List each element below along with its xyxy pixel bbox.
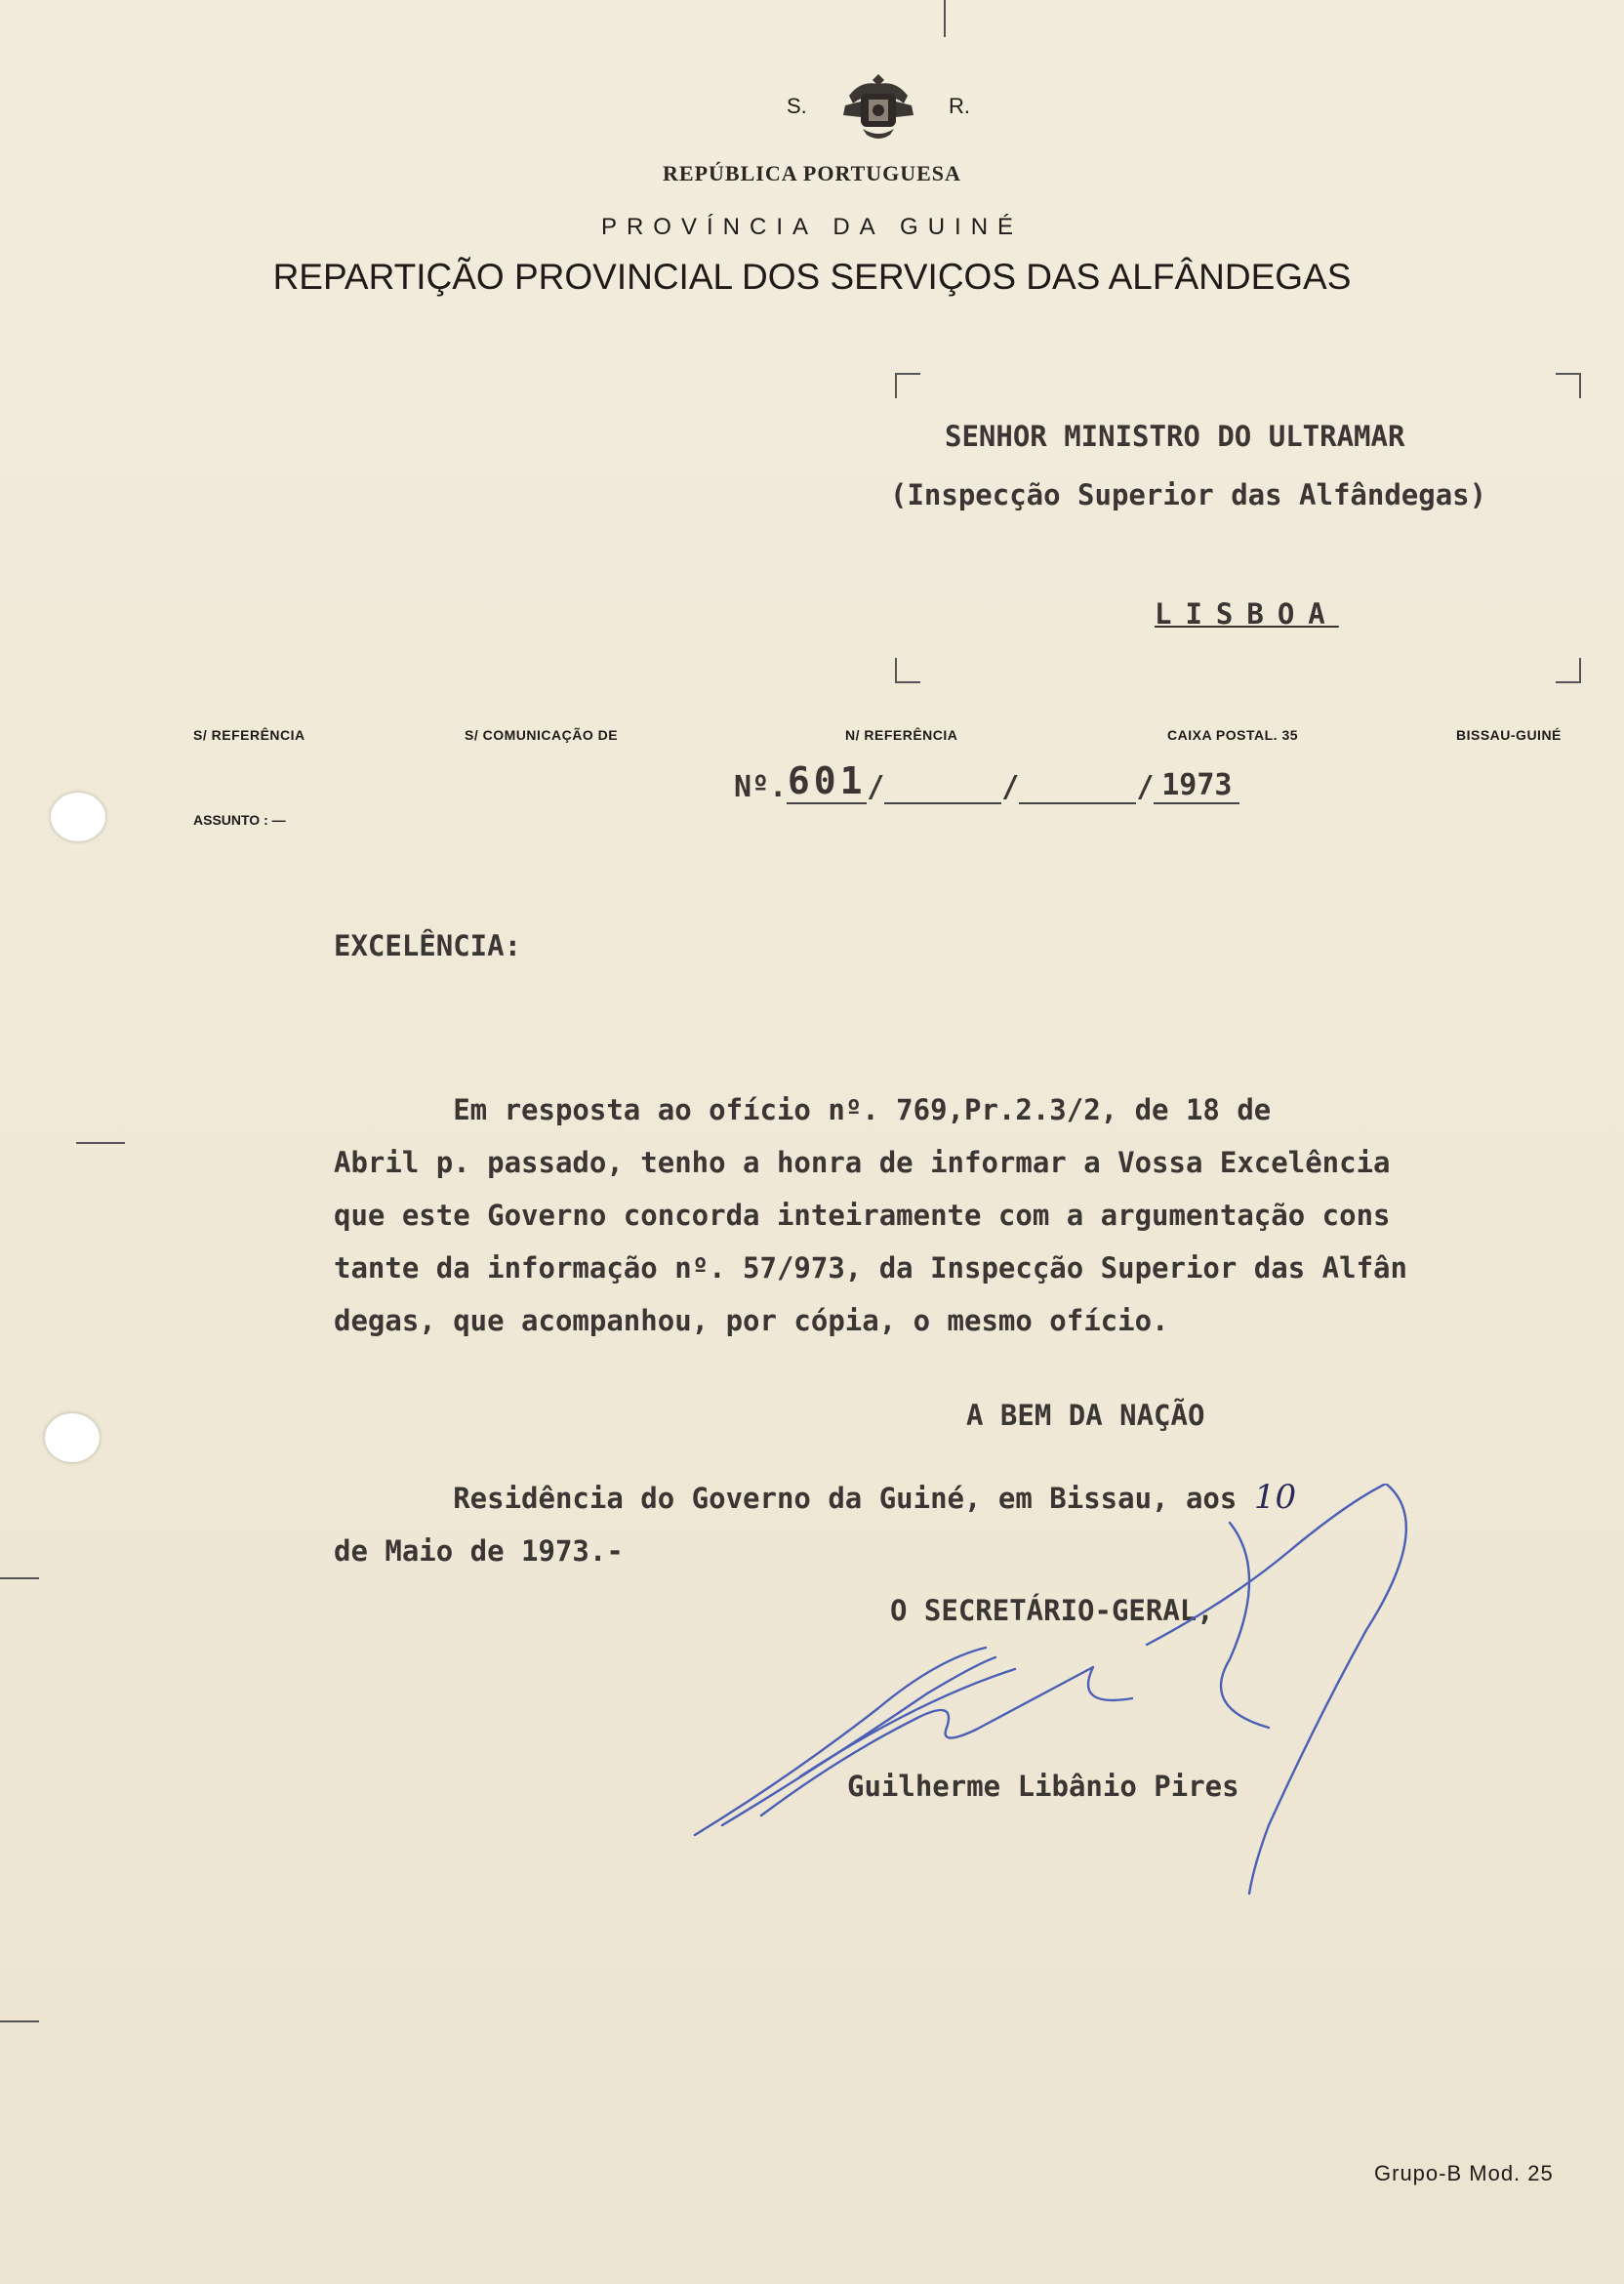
location-label: BISSAU-GUINÉ <box>1456 727 1562 743</box>
header-r: R. <box>949 94 970 118</box>
signatory-title: O SECRETÁRIO-GERAL, <box>890 1594 1214 1627</box>
paragraph-line: degas, que acompanhou, por cópia, o mesmo ofício. <box>334 1304 1169 1337</box>
paragraph-line: Em resposta ao ofício nº. 769,Pr.2.3/2, de 18 de <box>334 1093 1272 1126</box>
s-referencia-label: S/ REFERÊNCIA <box>193 727 305 743</box>
recipient-line-2: (Inspecção Superior das Alfândegas) <box>890 478 1487 511</box>
province-title: PROVÍNCIA DA GUINÉ <box>600 214 1024 240</box>
paragraph-line: que este Governo concorda inteiramente com a argumentação cons <box>334 1199 1391 1232</box>
body-paragraph <box>334 1083 1554 1347</box>
header-s: S. <box>787 94 807 118</box>
recipient-city: LISBOA <box>1155 597 1339 631</box>
address-window-corner <box>895 373 920 398</box>
paragraph-line: tante da informação nº. 57/973, da Inspecção Superior das Alfân <box>334 1251 1407 1285</box>
address-window-corner <box>1556 658 1581 683</box>
form-number: Grupo-B Mod. 25 <box>1374 2161 1554 2185</box>
paragraph-line: Abril p. passado, tenho a honra de informar a Vossa Excelência <box>334 1146 1391 1179</box>
number-prefix: Nº. <box>734 770 788 804</box>
n-referencia-label: N/ REFERÊNCIA <box>845 727 958 743</box>
recipient-line-1: SENHOR MINISTRO DO ULTRAMAR <box>945 420 1405 453</box>
republic-title: REPÚBLICA PORTUGUESA <box>663 161 961 185</box>
residence-text: Residência do Governo da Guiné, em Bissau, aos <box>334 1482 1254 1515</box>
margin-mark <box>76 1142 125 1144</box>
department-title: REPARTIÇÃO PROVINCIAL DOS SERVIÇOS DAS ALFÂNDEGAS <box>272 257 1352 297</box>
margin-mark <box>0 1577 39 1579</box>
signatory-name: Guilherme Libânio Pires <box>847 1770 1239 1803</box>
punch-hole <box>45 1413 100 1462</box>
number-value: 601 <box>787 759 867 802</box>
year-value: 1973 <box>1154 768 1239 804</box>
salutation: EXCELÊNCIA: <box>334 929 522 962</box>
coat-of-arms-icon <box>832 74 925 143</box>
punch-hole <box>51 793 105 841</box>
address-window-corner <box>1556 373 1581 398</box>
s-comunicacao-label: S/ COMUNICAÇÃO DE <box>465 727 619 743</box>
handwritten-signature <box>683 1484 1425 1913</box>
residence-date: de Maio de 1973.- <box>334 1534 624 1568</box>
motto: A BEM DA NAÇÃO <box>966 1399 1205 1432</box>
reference-number: Nº. 601 / / / 1973 <box>734 759 1239 804</box>
address-window-corner <box>895 658 920 683</box>
assunto-label: ASSUNTO : — <box>193 812 286 828</box>
caixa-postal-label: CAIXA POSTAL. 35 <box>1167 727 1299 743</box>
margin-mark <box>0 2020 39 2022</box>
fold-mark <box>944 0 946 37</box>
handwritten-day: 10 <box>1253 1478 1297 1517</box>
